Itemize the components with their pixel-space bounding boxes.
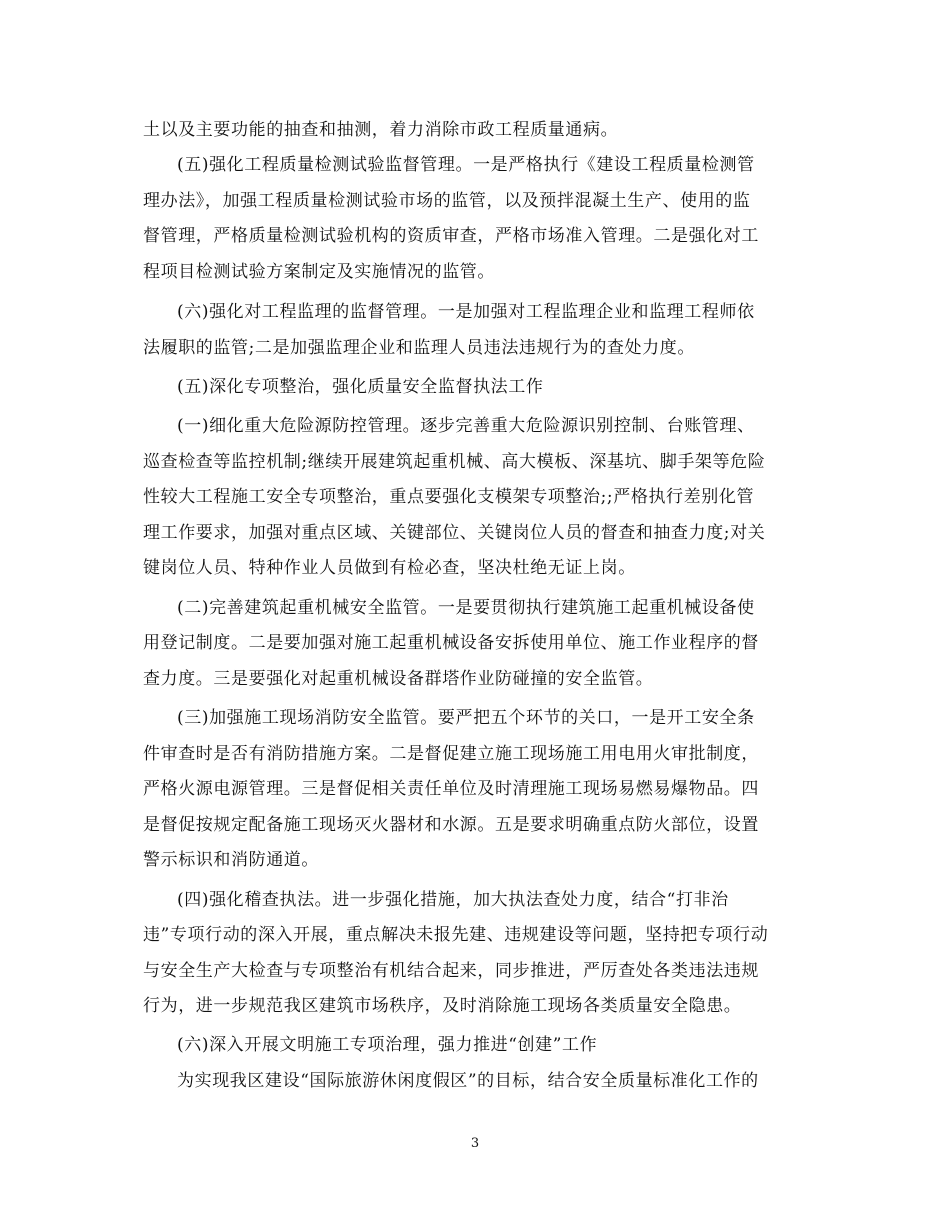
page-number: 3 <box>470 1136 480 1151</box>
text-line: 用登记制度。二是要加强对施工起重机械设备安拆使用单位、施工作业程序的督 <box>143 633 759 653</box>
text-line: 理办法》，加强工程质量检测试验市场的监管，以及预拌混凝土生产、使用的监 <box>143 191 751 211</box>
text-line: 土以及主要功能的抽查和抽测，着力消除市政工程质量通病。 <box>143 120 619 140</box>
text-line: 键岗位人员、特种作业人员做到有检必查，坚决杜绝无证上岗。 <box>143 558 636 578</box>
text-line: 与安全生产大检查与专项整治有机结合起来，同步推进，严厉查处各类违法违规 <box>143 961 759 981</box>
text-line: (五)强化工程质量检测试验监督管理。一是严格执行《建设工程质量检测管 <box>177 155 755 175</box>
text-line: 查力度。三是要强化对起重机械设备群塔作业防碰撞的安全监管。 <box>143 669 654 689</box>
text-line: 理工作要求，加强对重点区域、关键部位、关键岗位人员的督查和抽查力度;对关 <box>143 523 766 543</box>
text-line: (二)完善建筑起重机械安全监管。一是要贯彻执行建筑施工起重机械设备使 <box>177 598 755 618</box>
text-line: 督管理，严格质量检测试验机构的资质审查，严格市场准入管理。二是强化对工 <box>143 226 759 246</box>
text-line: (三)加强施工现场消防安全监管。要严把五个环节的关口，一是开工安全条 <box>177 708 755 728</box>
text-line: (一)细化重大危险源防控管理。逐步完善重大危险源识别控制、台账管理、 <box>177 416 755 436</box>
text-line: 法履职的监管;二是加强监理企业和监理人员违法违规行为的查处力度。 <box>143 338 695 358</box>
text-line: 行为，进一步规范我区建筑市场秩序，及时消除施工现场各类质量安全隐患。 <box>143 996 742 1016</box>
text-line: 件审查时是否有消防措施方案。二是督促建立施工现场施工用电用火审批制度， <box>143 744 759 764</box>
text-line: (六)深入开展文明施工专项治理，强力推进“创建”工作 <box>177 1035 598 1055</box>
text-line: 严格火源电源管理。三是督促相关责任单位及时清理施工现场易燃易爆物品。四 <box>143 779 759 799</box>
text-line: 巡查检查等监控机制;继续开展建筑起重机械、高大模板、深基坑、脚手架等危险 <box>143 452 766 472</box>
text-line: 性较大工程施工安全专项整治，重点要强化支模架专项整治;;严格执行差别化管 <box>143 487 755 507</box>
text-line: (四)强化稽查执法。进一步强化措施，加大执法查处力度，结合“打非治 <box>177 890 729 910</box>
text-line: 警示标识和消防通道。 <box>143 850 319 870</box>
text-line: (五)深化专项整治，强化质量安全监督执法工作 <box>177 377 544 397</box>
text-line: 违”专项行动的深入开展，重点解决未报先建、违规建设等问题，坚持把专项行动 <box>143 925 769 945</box>
text-line: 是督促按规定配备施工现场灭火器材和水源。五是要求明确重点防火部位，设置 <box>143 815 759 835</box>
text-line: (六)强化对工程监理的监督管理。一是加强对工程监理企业和监理工程师依 <box>177 302 755 322</box>
text-line: 为实现我区建设“国际旅游休闲度假区”的目标，结合安全质量标准化工作的 <box>177 1071 759 1091</box>
text-line: 程项目检测试验方案制定及实施情况的监管。 <box>143 262 495 282</box>
